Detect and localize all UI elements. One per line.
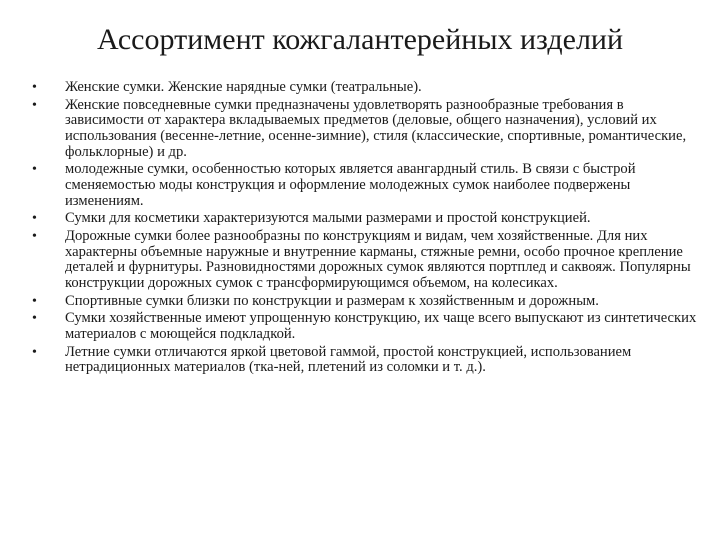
list-item-text: Женские сумки. Женские нарядные сумки (театральные). (65, 79, 422, 95)
list-item (30, 211, 702, 227)
list-item-text: Летние сумки отличаются яркой цветовой гаммой, простой конструкцией, использованием нетрадиционных материалов (тка-ней, плетений из соломки и т. д.). (65, 343, 632, 376)
list-item (30, 80, 702, 96)
slide-title: Ассортимент кожгалантерейных изделий (96, 23, 624, 56)
list-item-text: Женские повседневные сумки предназначены удовлетворять разнообразные требования в зависимости от характера вкладываемых предметов (деловые, общего назначения), условий их использования (весенне-летние, осенне-зимние), стиля (классические, спортивные, романтические, фольклорные) и др. (65, 96, 687, 160)
list-item (30, 294, 702, 310)
list-item-text: Сумки для косметики характеризуются малыми размерами и простой конструкцией. (65, 210, 591, 227)
list-item-text: молодежные сумки, особенностью которых является авангардный стиль. В связи с быстрой сменяемостью моды конструкция и оформление молодежных сумок наиболее подвержены изменениям. (65, 161, 636, 209)
bullet-icon: • (32, 80, 37, 95)
bullet-icon: • (32, 229, 37, 245)
bullet-list (30, 80, 702, 378)
bullet-icon: • (32, 311, 37, 327)
list-item (30, 229, 702, 291)
bullet-icon: • (32, 162, 37, 178)
list-item-text: Спортивные сумки близки по конструкции и размерам к хозяйственным и дорожным. (65, 292, 599, 309)
list-item-text: Дорожные сумки более разнообразны по конструкциям и видам, чем хозяйственные. Для них характерны объемные наружные и внутренние карманы, стяжные ремни, особо прочное крепление деталей и фурнитуры. Разновидностями дорожных сумок являются портплед и саквояж. Популярны конструкции дорожных сумок с трансформирующимся объемом, на колесиках. (65, 228, 691, 291)
list-item (30, 311, 702, 342)
list-item (30, 162, 702, 209)
list-item (30, 345, 702, 376)
bullet-icon: • (32, 97, 37, 113)
list-item-text: Сумки хозяйственные имеют упрощенную конструкцию, их чаще всего выпускают из синтетических материалов с моющейся подкладкой. (65, 310, 697, 343)
bullet-icon: • (32, 211, 37, 227)
list-item (30, 98, 702, 160)
bullet-icon: • (32, 344, 37, 360)
bullet-icon: • (32, 293, 37, 309)
